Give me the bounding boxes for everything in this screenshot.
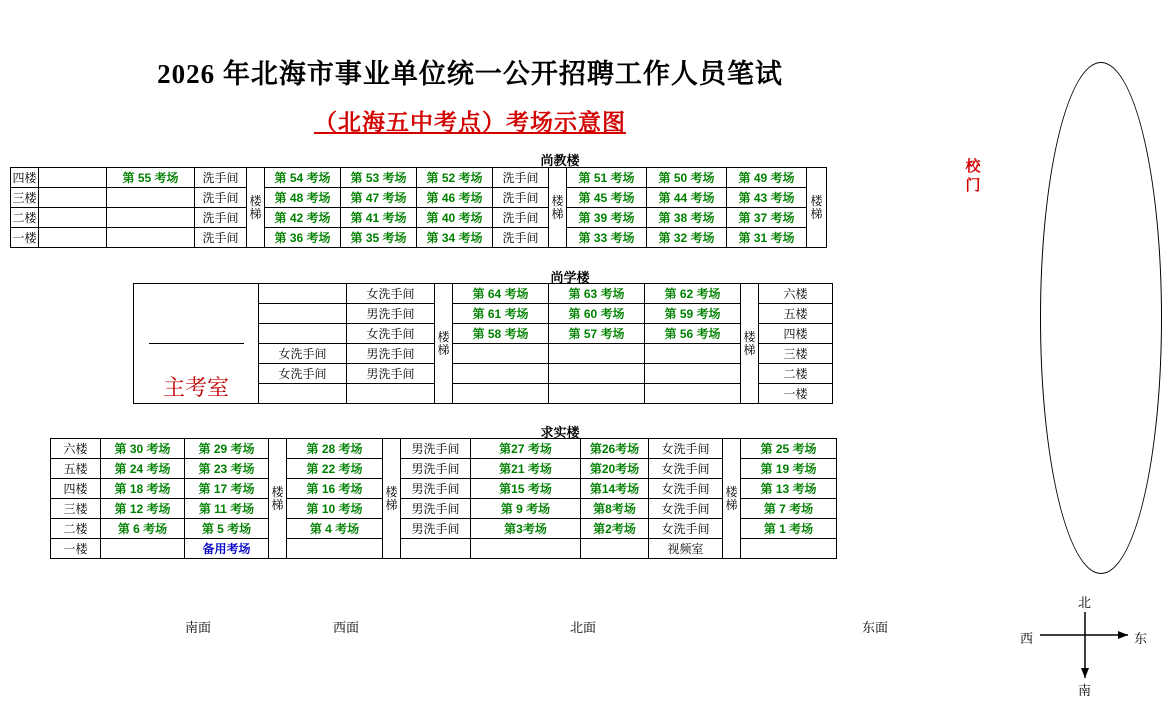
toilet-cell: 男洗手间 [401,459,471,479]
compass-label-east: 东 [1134,631,1148,646]
exam-room-cell: 第8考场 [581,499,649,519]
cell [549,364,645,384]
cell [347,384,435,404]
exam-room-cell: 第 32 考场 [647,228,727,248]
stairs-cell-right: 楼 梯 [741,284,759,404]
compass-label-north: 北 [1078,595,1092,610]
exam-room-cell: 第 61 考场 [453,304,549,324]
cell [259,324,347,344]
cell [471,539,581,559]
school-gate-char2: 门 [965,176,981,194]
toilet-cell: 女洗手间 [347,284,435,304]
exam-room-cell: 第 30 考场 [101,439,185,459]
floor-label: 六楼 [51,439,101,459]
floor-label: 一楼 [759,384,833,404]
exam-room-cell: 第 59 考场 [645,304,741,324]
cell [107,208,195,228]
exam-room-cell: 第27 考场 [471,439,581,459]
exam-room-cell: 第 7 考场 [741,499,837,519]
exam-room-cell: 第 40 考场 [417,208,493,228]
exam-room-cell: 第 10 考场 [287,499,383,519]
stairs-cell-left: 楼 梯 [435,284,453,404]
main-exam-room-label: 主考室 [162,375,229,400]
table-row [51,519,837,539]
main-exam-room-cell [134,284,259,404]
building-label-qiushi: 求实楼 [540,425,580,440]
floor-label: 五楼 [759,304,833,324]
exam-room-cell: 第21 考场 [471,459,581,479]
exam-room-cell: 第 58 考场 [453,324,549,344]
exam-room-cell: 第 56 考场 [645,324,741,344]
exam-room-cell: 第 62 考场 [645,284,741,304]
table-row [11,168,827,188]
cell [453,344,549,364]
exam-room-cell: 第 33 考场 [567,228,647,248]
cell [101,539,185,559]
exam-room-cell: 第 48 考场 [265,188,341,208]
exam-room-cell: 第 17 考场 [185,479,269,499]
toilet-cell: 洗手间 [195,188,247,208]
exam-room-cell: 第20考场 [581,459,649,479]
cell [549,344,645,364]
floor-label: 四楼 [11,168,39,188]
exam-room-cell: 第 11 考场 [185,499,269,519]
cell [645,364,741,384]
school-gate-char1: 校 [965,158,981,175]
toilet-cell: 女洗手间 [649,439,723,459]
cell [741,539,837,559]
toilet-cell: 男洗手间 [401,479,471,499]
exam-room-cell: 第 29 考场 [185,439,269,459]
toilet-cell: 女洗手间 [347,324,435,344]
table-row [51,459,837,479]
cell [259,284,347,304]
direction-label-south: 南面 [185,620,212,635]
exam-room-cell: 第 12 考场 [101,499,185,519]
exam-room-cell: 第 34 考场 [417,228,493,248]
floor-label: 二楼 [11,208,39,228]
stairs-cell-2: 楼 梯 [383,439,401,559]
exam-room-cell: 第 45 考场 [567,188,647,208]
stairs-cell-1: 楼 梯 [269,439,287,559]
exam-room-cell: 第14考场 [581,479,649,499]
building-label-shangxue: 尚学楼 [550,270,590,285]
exam-room-cell: 第 63 考场 [549,284,645,304]
exam-room-cell: 第 43 考场 [727,188,807,208]
exam-room-cell: 第 5 考场 [185,519,269,539]
exam-room-cell: 第26考场 [581,439,649,459]
exam-room-cell: 第 9 考场 [471,499,581,519]
exam-room-cell: 第2考场 [581,519,649,539]
toilet-cell: 女洗手间 [649,479,723,499]
toilet-cell: 洗手间 [493,188,549,208]
exam-room-cell: 第 41 考场 [341,208,417,228]
compass-icon [1020,590,1170,700]
cell [259,304,347,324]
stairs-cell-left: 楼 梯 [247,168,265,248]
table-row [11,188,827,208]
exam-room-cell: 第 19 考场 [741,459,837,479]
floor-label: 四楼 [51,479,101,499]
page-title-line2-text: （北海五中考点）考场示意图 [314,110,626,135]
exam-room-cell: 第 42 考场 [265,208,341,228]
compass-label-south: 南 [1078,683,1092,698]
toilet-cell: 女洗手间 [649,519,723,539]
floor-label: 四楼 [759,324,833,344]
table-row [11,228,827,248]
exam-room-cell: 第 52 考场 [417,168,493,188]
exam-room-cell: 第 36 考场 [265,228,341,248]
spare-room-cell: 备用考场 [185,539,269,559]
cell [107,188,195,208]
floor-label: 五楼 [51,459,101,479]
exam-room-cell: 第 38 考场 [647,208,727,228]
floor-label: 一楼 [51,539,101,559]
cell [39,188,107,208]
toilet-cell: 女洗手间 [649,499,723,519]
exam-room-cell: 第 1 考场 [741,519,837,539]
exam-room-cell: 第 4 考场 [287,519,383,539]
building-table-shangjing [10,167,827,248]
exam-room-cell: 第 51 考场 [567,168,647,188]
exam-room-cell: 第 18 考场 [101,479,185,499]
toilet-cell: 男洗手间 [347,304,435,324]
toilet-cell: 洗手间 [493,208,549,228]
toilet-cell: 男洗手间 [347,344,435,364]
table-row [51,439,837,459]
cell [453,384,549,404]
toilet-cell: 洗手间 [195,208,247,228]
toilet-cell: 男洗手间 [401,439,471,459]
exam-room-cell: 第 64 考场 [453,284,549,304]
exam-room-cell: 第 53 考场 [341,168,417,188]
toilet-cell: 男洗手间 [347,364,435,384]
table-row [134,284,833,304]
cell [259,384,347,404]
exam-room-cell: 第 25 考场 [741,439,837,459]
cell [39,168,107,188]
toilet-cell: 洗手间 [195,168,247,188]
compass-label-west: 西 [1020,631,1034,646]
direction-label-north: 北面 [570,620,597,635]
building-table-qiushi [50,438,837,559]
exam-room-cell: 第 57 考场 [549,324,645,344]
exam-room-cell: 第 6 考场 [101,519,185,539]
exam-room-cell: 第 31 考场 [727,228,807,248]
exam-room-cell: 第 35 考场 [341,228,417,248]
exam-room-cell: 第 28 考场 [287,439,383,459]
toilet-cell: 洗手间 [493,168,549,188]
floor-label: 三楼 [759,344,833,364]
cell [39,228,107,248]
cell [107,228,195,248]
exam-room-cell: 第3考场 [471,519,581,539]
floor-label: 一楼 [11,228,39,248]
toilet-cell: 女洗手间 [259,344,347,364]
table-row [11,208,827,228]
cell [645,384,741,404]
toilet-cell: 洗手间 [493,228,549,248]
table-row [51,539,837,559]
blank-line [149,342,244,344]
toilet-cell: 女洗手间 [259,364,347,384]
exam-room-cell: 第 44 考场 [647,188,727,208]
direction-label-west: 西面 [333,620,360,635]
exam-room-cell: 第 49 考场 [727,168,807,188]
exam-room-cell: 第 46 考场 [417,188,493,208]
campus-outline [1040,62,1162,574]
cell [401,539,471,559]
page-title-line1: 2026 年北海市事业单位统一公开招聘工作人员笔试 [157,59,783,89]
cell [581,539,649,559]
stairs-cell-right: 楼 梯 [807,168,827,248]
direction-label-east: 东面 [862,620,889,635]
cell [549,384,645,404]
exam-room-cell: 第 50 考场 [647,168,727,188]
exam-room-cell: 第 54 考场 [265,168,341,188]
toilet-cell: 男洗手间 [401,519,471,539]
floor-label: 三楼 [11,188,39,208]
floor-label: 六楼 [759,284,833,304]
table-row [51,479,837,499]
school-gate-label [962,158,984,196]
cell [453,364,549,384]
page-title-line2 [0,104,940,137]
toilet-cell: 男洗手间 [401,499,471,519]
exam-room-cell: 第 24 考场 [101,459,185,479]
toilet-cell: 女洗手间 [649,459,723,479]
exam-room-cell: 第 47 考场 [341,188,417,208]
exam-room-cell: 第15 考场 [471,479,581,499]
exam-room-cell: 第 37 考场 [727,208,807,228]
video-room-cell: 视频室 [649,539,723,559]
toilet-cell: 洗手间 [195,228,247,248]
compass-rose [1020,590,1170,700]
exam-room-cell: 第 39 考场 [567,208,647,228]
building-table-shangxue [133,283,833,404]
floor-label: 三楼 [51,499,101,519]
building-label-shangjing: 尚教楼 [540,153,580,168]
exam-room-cell: 第 16 考场 [287,479,383,499]
floor-label: 二楼 [759,364,833,384]
exam-room-cell: 第 55 考场 [107,168,195,188]
exam-room-cell: 第 13 考场 [741,479,837,499]
cell [645,344,741,364]
floor-label: 二楼 [51,519,101,539]
cell [39,208,107,228]
exam-room-cell: 第 22 考场 [287,459,383,479]
exam-room-cell: 第 23 考场 [185,459,269,479]
table-row [51,499,837,519]
stairs-cell-3: 楼 梯 [723,439,741,559]
stairs-cell-mid: 楼 梯 [549,168,567,248]
cell [287,539,383,559]
exam-room-cell: 第 60 考场 [549,304,645,324]
